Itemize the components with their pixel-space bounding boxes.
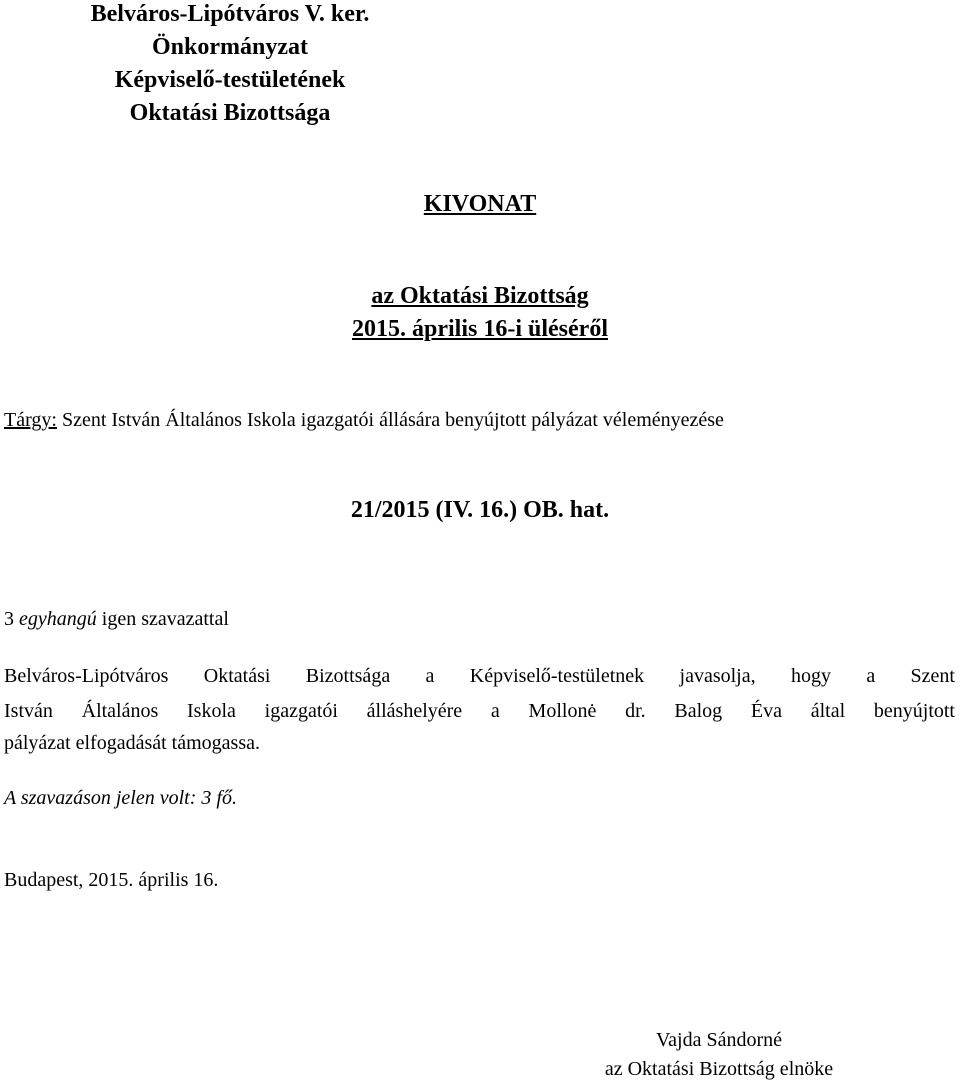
subject-label: Tárgy: — [4, 409, 57, 431]
signatory-name: Vajda Sándorné — [655, 1029, 783, 1051]
place-and-date: Budapest, 2015. április 16. — [4, 869, 219, 891]
vote-type: egyhangú — [19, 608, 97, 630]
resolution-number: 21/2015 (IV. 16.) OB. hat. — [350, 497, 610, 523]
resolution-body-line-2: István Általános Iskola igazgatói álláshelyére a Mollonė dr. Balog Éva által benyújtott — [4, 700, 955, 722]
issuer-line-council: Képviselő-testületének — [114, 67, 346, 93]
resolution-body-line-3: pályázat elfogadását támogassa. — [4, 732, 260, 754]
resolution-body-line-1: Belváros-Lipótváros Oktatási Bizottsága a Képviselő-testületnek javasolja, hogy a Szent — [4, 665, 955, 687]
attendance-note: A szavazáson jelen volt: 3 fő. — [4, 787, 237, 809]
document-title-text: KIVONAT — [423, 191, 537, 217]
vote-text: igen szavazattal — [101, 608, 229, 630]
meeting-date: 2015. április 16-i üléséről — [352, 316, 608, 342]
vote-count: 3 — [4, 608, 14, 630]
issuer-line-district: Belváros-Lipótváros V. ker. — [90, 1, 370, 27]
subject-text: Szent István Általános Iskola igazgatói állására benyújtott pályázat véleményezése — [56, 409, 724, 431]
document-title — [0, 188, 960, 221]
vote-result — [4, 605, 229, 633]
issuer-header — [80, 0, 380, 130]
issuer-line-municipality: Önkormányzat — [152, 34, 308, 60]
meeting-committee: az Oktatási Bizottság — [371, 283, 589, 309]
issuer-line-committee: Oktatási Bizottsága — [129, 100, 331, 126]
meeting-heading — [0, 280, 960, 346]
signatory-title: az Oktatási Bizottság elnöke — [604, 1058, 834, 1080]
signature-block — [560, 1026, 878, 1084]
subject-line — [4, 406, 724, 434]
